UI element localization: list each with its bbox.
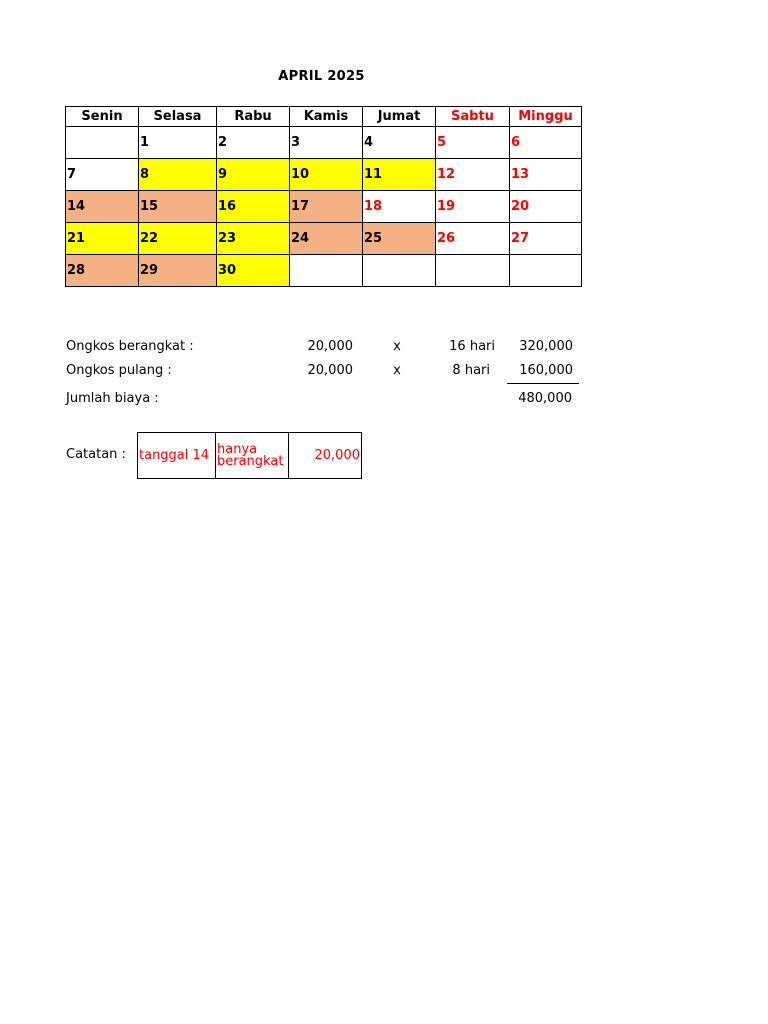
calendar-cell: 7 bbox=[66, 159, 139, 191]
calendar-cell: 15 bbox=[139, 191, 217, 223]
note-table bbox=[137, 432, 362, 479]
calendar-cell: 11 bbox=[363, 159, 436, 191]
calendar-cell: 5 bbox=[436, 127, 510, 159]
return-cost-total: 160,000 bbox=[519, 363, 573, 378]
depart-cost-times: x bbox=[393, 339, 401, 354]
calendar-cell: 17 bbox=[290, 191, 363, 223]
calendar-cell: 26 bbox=[436, 223, 510, 255]
day-header-jumat: Jumat bbox=[363, 107, 436, 127]
calendar-cell: 20 bbox=[510, 191, 582, 223]
calendar-cell: 25 bbox=[363, 223, 436, 255]
note-label: Catatan : bbox=[66, 447, 126, 462]
calendar-cell: 10 bbox=[290, 159, 363, 191]
calendar-cell: 24 bbox=[290, 223, 363, 255]
depart-cost-days: 16 hari bbox=[449, 339, 495, 354]
note-date: tanggal 14 bbox=[138, 433, 216, 479]
return-cost-days: 8 hari bbox=[452, 363, 490, 378]
day-header-selasa: Selasa bbox=[139, 107, 217, 127]
calendar-week-row bbox=[66, 127, 582, 159]
calendar-cell: 12 bbox=[436, 159, 510, 191]
sum-total: 480,000 bbox=[518, 391, 572, 406]
calendar-cell: 28 bbox=[66, 255, 139, 287]
day-header-sabtu: Sabtu bbox=[436, 107, 510, 127]
return-cost-times: x bbox=[393, 363, 401, 378]
calendar-cell: 6 bbox=[510, 127, 582, 159]
calendar-cell: 19 bbox=[436, 191, 510, 223]
calendar-cell: 2 bbox=[217, 127, 290, 159]
calendar-header-row bbox=[66, 107, 582, 127]
calendar-cell bbox=[510, 255, 582, 287]
calendar-week-row bbox=[66, 191, 582, 223]
return-cost-price: 20,000 bbox=[307, 363, 353, 378]
calendar-cell bbox=[290, 255, 363, 287]
calendar-cell bbox=[66, 127, 139, 159]
calendar-cell: 4 bbox=[363, 127, 436, 159]
day-header-senin: Senin bbox=[66, 107, 139, 127]
page-title: APRIL 2025 bbox=[278, 69, 365, 84]
calendar-cell bbox=[436, 255, 510, 287]
day-header-kamis: Kamis bbox=[290, 107, 363, 127]
calendar-table bbox=[65, 106, 582, 287]
calendar-cell: 16 bbox=[217, 191, 290, 223]
calendar-cell: 14 bbox=[66, 191, 139, 223]
calendar-week-row bbox=[66, 159, 582, 191]
note-description: hanya berangkat bbox=[216, 433, 289, 479]
calendar-cell: 27 bbox=[510, 223, 582, 255]
calendar-cell: 8 bbox=[139, 159, 217, 191]
day-header-minggu: Minggu bbox=[510, 107, 582, 127]
sum-divider bbox=[507, 383, 579, 384]
calendar-cell: 9 bbox=[217, 159, 290, 191]
depart-cost-label: Ongkos berangkat : bbox=[66, 339, 194, 354]
calendar-week-row bbox=[66, 255, 582, 287]
calendar-cell: 21 bbox=[66, 223, 139, 255]
depart-cost-price: 20,000 bbox=[307, 339, 353, 354]
return-cost-label: Ongkos pulang : bbox=[66, 363, 172, 378]
calendar-cell: 1 bbox=[139, 127, 217, 159]
calendar-cell: 3 bbox=[290, 127, 363, 159]
note-amount: 20,000 bbox=[289, 433, 362, 479]
calendar-cell bbox=[363, 255, 436, 287]
calendar-cell: 30 bbox=[217, 255, 290, 287]
depart-cost-total: 320,000 bbox=[519, 339, 573, 354]
calendar-cell: 23 bbox=[217, 223, 290, 255]
calendar-cell: 22 bbox=[139, 223, 217, 255]
calendar-cell: 13 bbox=[510, 159, 582, 191]
note-row bbox=[138, 433, 362, 479]
calendar-week-row bbox=[66, 223, 582, 255]
day-header-rabu: Rabu bbox=[217, 107, 290, 127]
sum-label: Jumlah biaya : bbox=[66, 391, 159, 406]
calendar-cell: 29 bbox=[139, 255, 217, 287]
calendar-cell: 18 bbox=[363, 191, 436, 223]
